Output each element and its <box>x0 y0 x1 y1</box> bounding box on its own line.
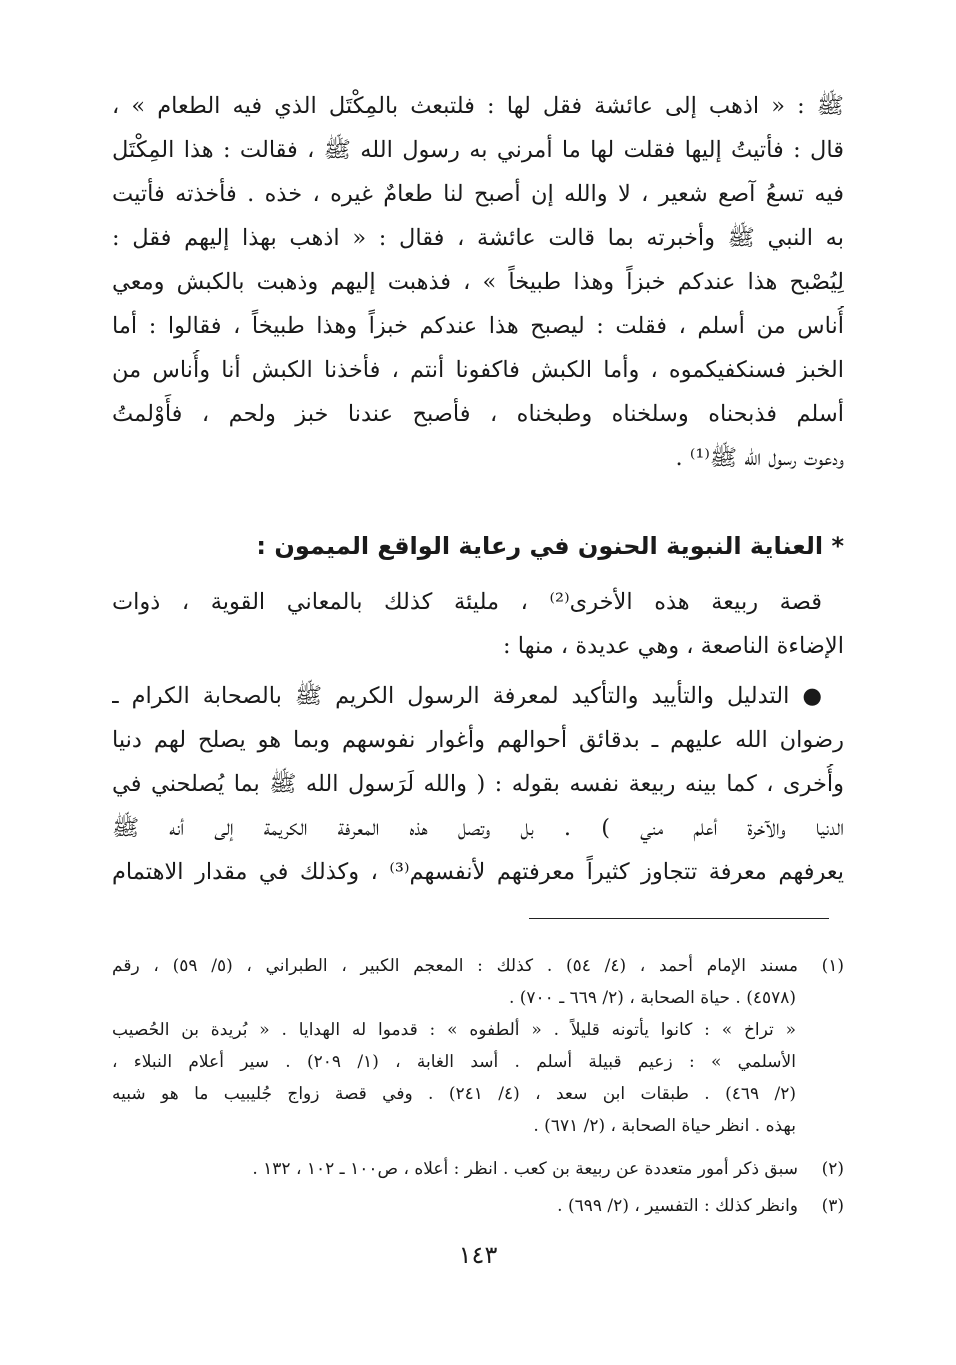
footnote-number: (٣) <box>821 1196 844 1216</box>
section-heading: * العناية النبوية الحنون في رعاية الواقع الميمون : <box>256 532 844 560</box>
footnote-1-line: الأسلمي » : زعيم قبيلة أسلم . أسد الغابة ، (١/ ٢٠٩) . سير أعلام النبلاء ، <box>112 1052 796 1072</box>
footnote-1-line: بهذه . انظر حياة الصحابة ، (٢/ ٦٧١) . <box>533 1116 796 1136</box>
footnote-text: سبق ذكر أمور متعددة عن ربيعة بن كعب . انظر : أعلاه ، ص١٠٠ ـ ١٠٢ ، ١٣٢ . <box>252 1159 798 1179</box>
footnote-text: مسند الإمام أحمد ، (٤/ ٥٤) . كذلك : المعجم الكبير ، الطبراني ، (٥/ ٥٩) ، رقم <box>112 956 798 976</box>
bullet-line: الدنيا والآخرة أعلم مني ) . بل وتصل هذه المعرفة الكريمة إلى أنه ﷺ <box>112 815 844 841</box>
footnote-1-line: (٤٥٧٨) . حياة الصحابة ، (٢/ ٦٦٩ ـ ٧٠٠) . <box>508 988 796 1008</box>
body-line: أسلم فذبحناه وسلخناه وطبخناه ، فأصبح عندنا خبز ولحم ، فأَوْلمتُ <box>112 401 844 427</box>
bullet-line: ● التدليل والتأييد والتأكيد لمعرفة الرسول الكريم ﷺ بالصحابة الكرام ـ <box>112 683 822 709</box>
body-line: فيه تسعُ آصع شعير ، لا والله إن أصبح لنا طعامٌ غيره ، خذه . فأخذته فأتيت <box>112 181 844 207</box>
body-line: به النبي ﷺ وأخبرته بما قالت عائشة ، فقال : « اذهب بهذا إليهم فقل : <box>112 225 844 251</box>
intro-line: قصة ربيعة هذه الأخرى⁽²⁾ ، مليئة كذلك بالمعاني القوية ، ذوات <box>112 589 822 615</box>
intro-line: الإضاءة الناصعة ، وهي عديدة ، منها : <box>502 633 844 659</box>
footnote-text: وانظر كذلك : التفسير ، (٢/ ٦٩٩) . <box>557 1196 798 1216</box>
body-line: ﷺ : « اذهب إلى عائشة فقل لها : فلتبعث بالمِكْتَل الذي فيه الطعام » ، <box>112 93 844 119</box>
footnote-3 <box>112 1192 844 1220</box>
footnote-number: (١) <box>821 956 844 976</box>
footnote-1-line <box>112 952 844 980</box>
footnote-divider <box>529 918 829 919</box>
footnote-number: (٢) <box>821 1159 844 1179</box>
bullet-line: وأُخرى ، كما بينه ربيعة نفسه بقوله : ( والله لَرَسول الله ﷺ بما يُصلحني في <box>112 771 844 797</box>
body-line: ودعوت رسول الله ﷺ⁽¹⁾ . <box>675 445 844 471</box>
bullet-line: يعرفهم معرفة تتجاوز كثيراً معرفتهم لأنفسهم⁽³⁾ ، وكذلك في مقدار الاهتمام <box>112 859 844 885</box>
footnote-1-line: « تراخ » : كانوا يأتونه قليلاً . « ألطفوه » : قدموا له الهدايا . « بُريدة بن الحُصيب <box>112 1020 796 1040</box>
body-line: لِيُصْبح هذا عندكم خبزاً وهذا طبيخاً » ، فذهبت إليهم وذهبت بالكبش ومعي <box>112 269 844 295</box>
footnote-2 <box>112 1155 844 1183</box>
page-number: ١٤٣ <box>458 1241 498 1269</box>
body-line: الخبز فسنكفيكموه ، وأما الكبش فاكفونا أنتم ، فأخذنا الكبش أنا وأُناس من <box>112 357 844 383</box>
footnote-1-line: (٢/ ٤٦٩) . طبقات ابن سعد ، (٤/ ٢٤١) . وفي قصة زواج جُليبيب ما هو شبيه <box>112 1084 796 1104</box>
bullet-line: رضوان الله عليهم ـ بدقائق أحوالهم وأغوار نفوسهم وبما هو يصلح لهم دنيا <box>112 727 844 753</box>
body-line: قال : فأتيتُ إليها فقلت لها ما أمرني به رسول الله ﷺ ، فقالت : هذا المِكْتَل <box>112 137 844 163</box>
body-line: أُناس من أسلم ، فقلت : ليصبح هذا عندكم خبزاً وهذا طبيخاً ، فقالوا : أما <box>112 313 844 339</box>
